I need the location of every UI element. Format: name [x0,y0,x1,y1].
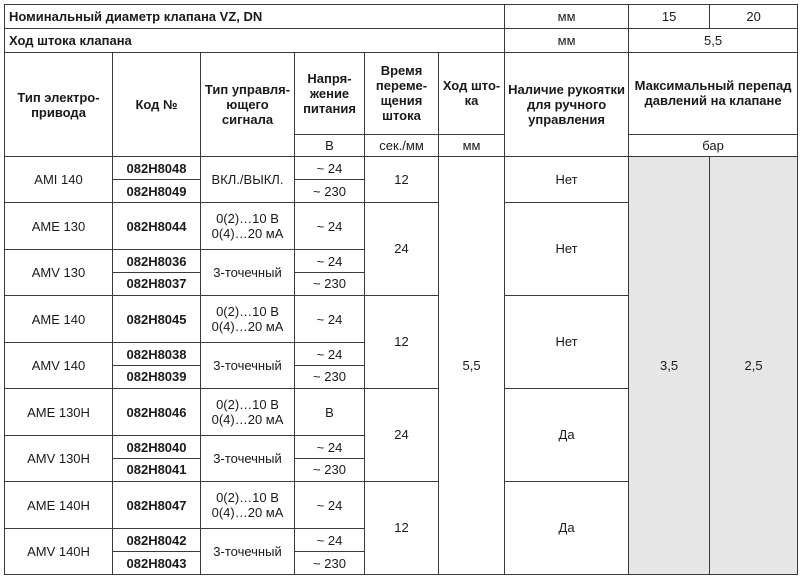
voltage-cell: ~ 230 [295,366,365,389]
table-row [5,157,798,180]
voltage-cell: ~ 24 [295,250,365,273]
manual-cell: Нет [505,202,629,295]
code-cell: 082H8047 [113,481,201,529]
code-cell: 082H8042 [113,529,201,552]
code-cell: 082H8048 [113,157,201,180]
stroke-label: Ход штока клапана [5,28,505,52]
actuator-cell: AME 130 [5,202,113,250]
voltage-cell: ~ 24 [295,295,365,343]
code-cell: 082H8036 [113,250,201,273]
col-max-dp: Максимальный перепад давлений на клапане [629,52,798,134]
stroke-all-cell: 5,5 [439,157,505,575]
manual-cell: Да [505,388,629,481]
actuator-cell: AMV 130 [5,250,113,295]
code-cell: 082H8045 [113,295,201,343]
signal-cell: 3-точечный [201,250,295,295]
voltage-cell: В [295,388,365,436]
manual-cell: Нет [505,295,629,388]
stroke-value: 5,5 [629,28,798,52]
code-cell: 082H8043 [113,552,201,575]
signal-cell: 3-точечный [201,529,295,575]
code-cell: 082H8044 [113,202,201,250]
unit-max-dp: бар [629,134,798,157]
code-cell: 082H8039 [113,366,201,389]
actuator-cell: AMV 140 [5,343,113,388]
voltage-cell: ~ 230 [295,552,365,575]
code-cell: 082H8038 [113,343,201,366]
actuator-cell: AMV 130H [5,436,113,481]
col-control-signal: Тип управля-ющего сигнала [201,52,295,157]
signal-cell: 0(2)…10 В 0(4)…20 мА [201,388,295,436]
valve-actuator-spec-table [4,4,798,575]
signal-cell: 3-точечный [201,436,295,481]
voltage-cell: ~ 230 [295,459,365,482]
col-code: Код № [113,52,201,157]
unit-time: сек./мм [365,134,439,157]
max-dp-dn15-cell: 3,5 [629,157,710,575]
col-actuator-type: Тип электро-привода [5,52,113,157]
dn-value-20: 20 [710,5,798,29]
code-cell: 082H8037 [113,273,201,296]
manual-cell: Да [505,481,629,574]
time-cell: 12 [365,295,439,388]
voltage-cell: ~ 24 [295,343,365,366]
dn-label: Номинальный диаметр клапана VZ, DN [5,5,505,29]
max-dp-dn20-cell: 2,5 [710,157,798,575]
voltage-cell: ~ 24 [295,157,365,180]
time-cell: 24 [365,388,439,481]
signal-cell: 3-точечный [201,343,295,388]
manual-cell: Нет [505,157,629,202]
actuator-cell: AME 140 [5,295,113,343]
actuator-cell: AMV 140H [5,529,113,575]
unit-voltage: В [295,134,365,157]
unit-stroke: мм [439,134,505,157]
voltage-cell: ~ 230 [295,273,365,296]
code-cell: 082H8040 [113,436,201,459]
time-cell: 12 [365,157,439,202]
signal-cell: 0(2)…10 В 0(4)…20 мА [201,481,295,529]
col-voltage: Напря-жение питания [295,52,365,134]
voltage-cell: ~ 24 [295,529,365,552]
dn-unit: мм [505,5,629,29]
voltage-cell: ~ 230 [295,180,365,203]
code-cell: 082H8046 [113,388,201,436]
actuator-cell: AMI 140 [5,157,113,202]
voltage-cell: ~ 24 [295,436,365,459]
actuator-cell: AME 130H [5,388,113,436]
dn-value-15: 15 [629,5,710,29]
actuator-cell: AME 140H [5,481,113,529]
signal-cell: 0(2)…10 В 0(4)…20 мА [201,202,295,250]
signal-cell: ВКЛ./ВЫКЛ. [201,157,295,202]
code-cell: 082H8041 [113,459,201,482]
time-cell: 24 [365,202,439,295]
col-stroke: Ход што-ка [439,52,505,134]
stroke-unit: мм [505,28,629,52]
voltage-cell: ~ 24 [295,202,365,250]
voltage-cell: ~ 24 [295,481,365,529]
col-time: Время переме-щения штока [365,52,439,134]
time-cell: 12 [365,481,439,574]
signal-cell: 0(2)…10 В 0(4)…20 мА [201,295,295,343]
code-cell: 082H8049 [113,180,201,203]
col-manual: Наличие рукоятки для ручного управления [505,52,629,157]
